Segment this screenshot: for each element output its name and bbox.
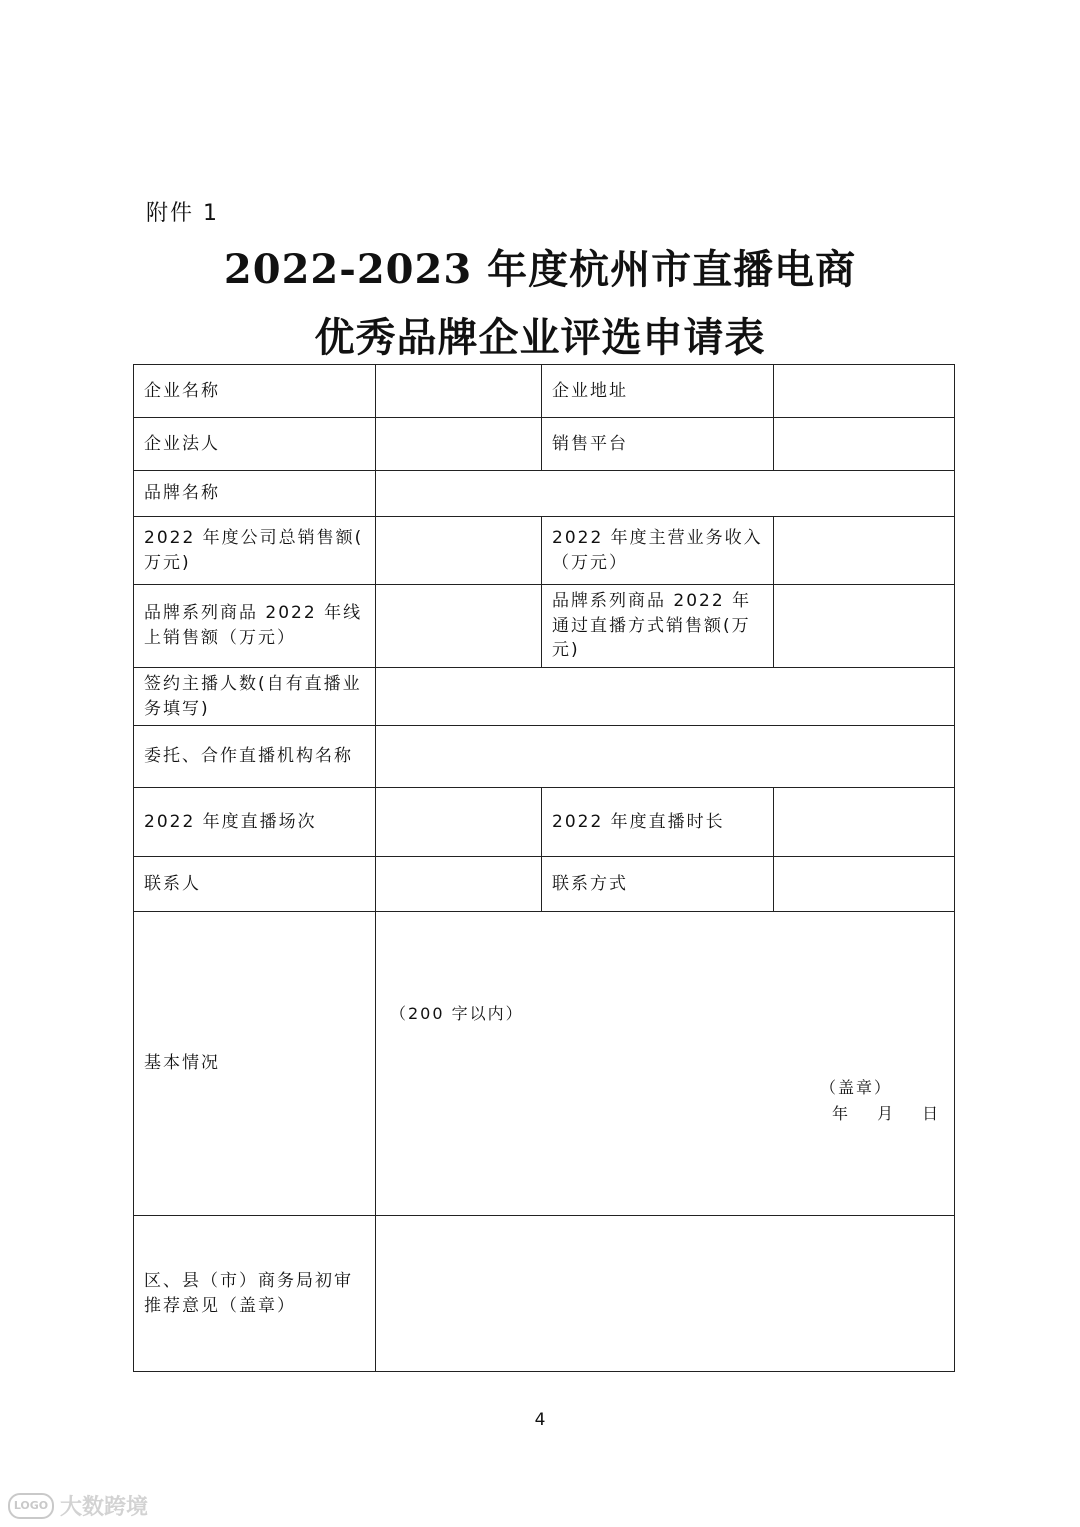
live-duration-field[interactable] (774, 788, 955, 857)
sales-platform-field[interactable] (774, 418, 955, 471)
company-address-field[interactable] (774, 365, 955, 418)
contact-method-label: 联系方式 (542, 857, 774, 912)
date-label: 年 月 日 (832, 1104, 941, 1124)
word-limit-hint: （200 字以内） (390, 1004, 524, 1024)
contact-label: 联系人 (134, 857, 376, 912)
main-revenue-label: 2022 年度主营业务收入（万元） (542, 517, 774, 585)
watermark (8, 1490, 148, 1521)
legal-person-label: 企业法人 (134, 418, 376, 471)
sales-platform-label: 销售平台 (542, 418, 774, 471)
main-revenue-field[interactable] (774, 517, 955, 585)
live-duration-label: 2022 年度直播时长 (542, 788, 774, 857)
watermark-text: 大数跨境 (60, 1495, 149, 1520)
application-form-table (133, 364, 955, 1372)
watermark-logo-icon: LOGO (8, 1493, 54, 1519)
basic-info-field[interactable] (376, 912, 955, 1216)
recommend-field[interactable] (376, 1216, 955, 1372)
live-sessions-label: 2022 年度直播场次 (134, 788, 376, 857)
hosts-label: 签约主播人数(自有直播业务填写) (134, 667, 376, 725)
company-name-label: 企业名称 (134, 365, 376, 418)
total-sales-label: 2022 年度公司总销售额( 万元) (134, 517, 376, 585)
brand-name-field[interactable] (376, 471, 955, 517)
form-title-line2: 优秀品牌企业评选申请表 (314, 314, 766, 361)
agency-label: 委托、合作直播机构名称 (134, 726, 376, 788)
live-sales-label: 品牌系列商品 2022 年通过直播方式销售额(万元) (542, 585, 774, 668)
basic-info-label: 基本情况 (134, 912, 376, 1216)
legal-person-field[interactable] (376, 418, 542, 471)
live-sessions-field[interactable] (376, 788, 542, 857)
contact-method-field[interactable] (774, 857, 955, 912)
page-number: 4 (534, 1410, 546, 1430)
contact-field[interactable] (376, 857, 542, 912)
company-address-label: 企业地址 (542, 365, 774, 418)
online-sales-label: 品牌系列商品 2022 年线上销售额（万元） (134, 585, 376, 668)
seal-label: （盖章） (820, 1078, 893, 1098)
company-name-field[interactable] (376, 365, 542, 418)
form-title-line1: 2022-2023 年度杭州市直播电商 (223, 246, 857, 293)
hosts-field[interactable] (376, 667, 955, 725)
live-sales-field[interactable] (774, 585, 955, 668)
agency-field[interactable] (376, 726, 955, 788)
attachment-label: 附件 1 (146, 201, 219, 226)
total-sales-field[interactable] (376, 517, 542, 585)
recommend-label: 区、县（市）商务局初审推荐意见（盖章） (134, 1216, 376, 1372)
online-sales-field[interactable] (376, 585, 542, 668)
brand-name-label: 品牌名称 (134, 471, 376, 517)
